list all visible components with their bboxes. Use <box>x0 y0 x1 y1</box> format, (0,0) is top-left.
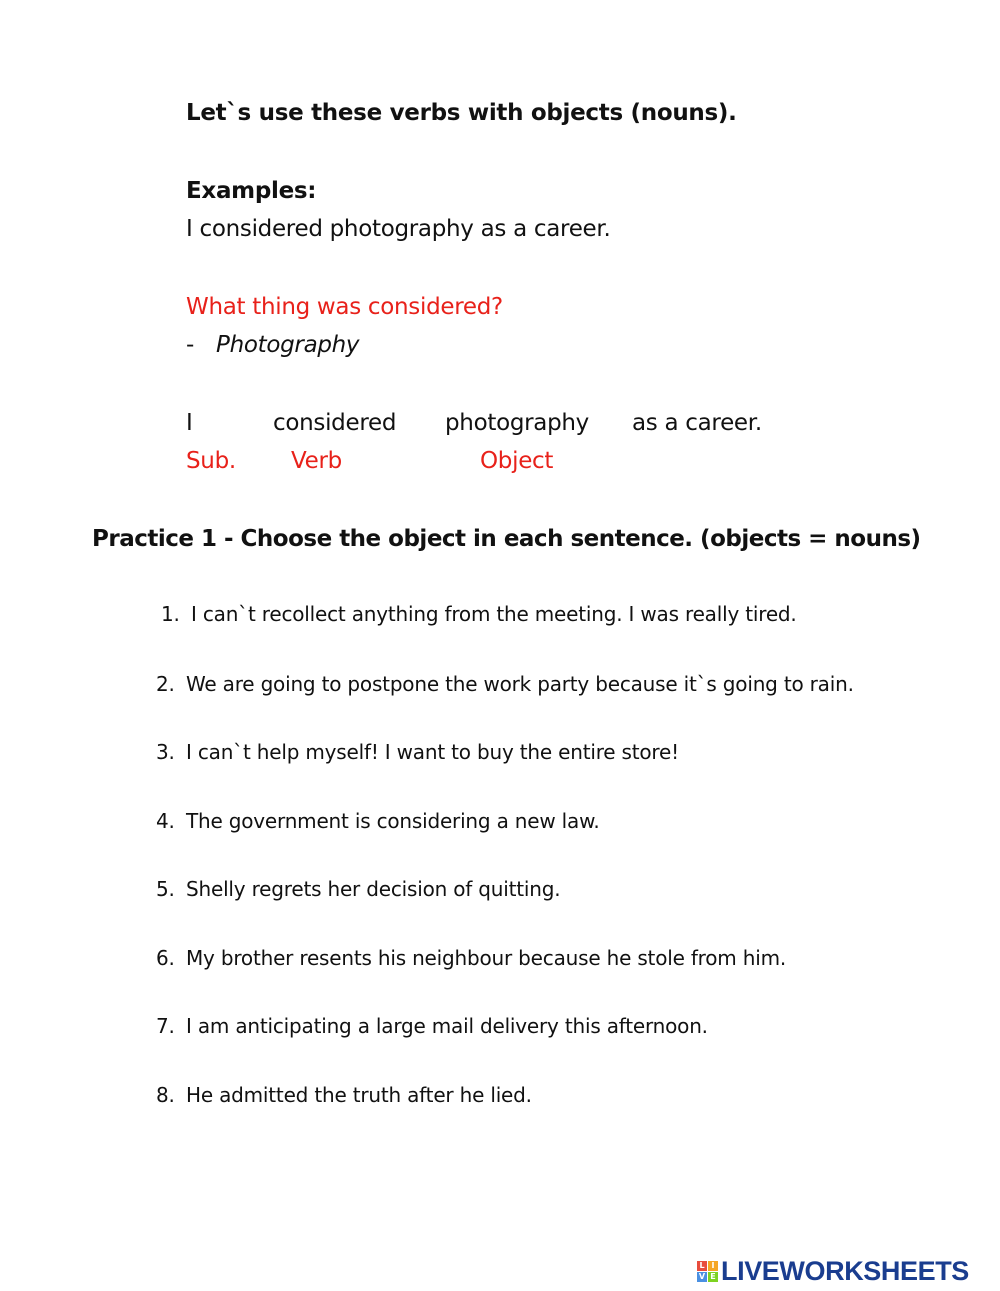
item-number: 4. <box>156 809 175 833</box>
example-sentence: I considered photography as a career. <box>186 216 611 242</box>
logo-letter: I <box>708 1261 718 1271</box>
item-text: He admitted the truth after he lied. <box>186 1083 532 1107</box>
liveworksheets-logo <box>697 1256 969 1286</box>
intro-title: Let`s use these verbs with objects (nouns). <box>186 100 737 126</box>
item-text: We are going to postpone the work party because it`s going to rain. <box>186 672 854 696</box>
item-text: My brother resents his neighbour because he stole from him. <box>186 946 787 970</box>
item-number: 5. <box>156 877 175 901</box>
label-verb: Verb <box>291 448 342 474</box>
item-text: I can`t help myself! I want to buy the entire store! <box>186 740 679 764</box>
item-text: I can`t recollect anything from the meeting. I was really tired. <box>191 602 797 626</box>
logo-text: LIVEWORKSHEETS <box>721 1255 969 1286</box>
item-number: 3. <box>156 740 175 764</box>
breakdown-word-rest: as a career. <box>632 410 762 436</box>
practice-item <box>156 946 786 970</box>
practice-item <box>156 1014 708 1038</box>
examples-label: Examples: <box>186 178 317 204</box>
item-number: 7. <box>156 1014 175 1038</box>
item-number: 8. <box>156 1083 175 1107</box>
logo-letter: V <box>698 1271 706 1281</box>
practice-title: Practice 1 - Choose the object in each sentence. (objects = nouns) <box>92 526 921 552</box>
practice-item <box>156 740 679 764</box>
item-number: 6. <box>156 946 175 970</box>
practice-item <box>156 672 854 696</box>
label-subject: Sub. <box>186 448 236 474</box>
logo-letter: L <box>697 1261 707 1271</box>
breakdown-word-subject: I <box>186 410 193 436</box>
logo-letter: E <box>708 1272 718 1282</box>
item-text: Shelly regrets her decision of quitting. <box>186 877 561 901</box>
practice-item <box>156 809 600 833</box>
practice-item <box>156 1083 532 1107</box>
item-number: 1. <box>161 602 180 626</box>
item-text: The government is considering a new law. <box>186 809 600 833</box>
breakdown-word-verb: considered <box>273 410 397 436</box>
practice-item <box>161 602 797 626</box>
answer-dash: - <box>186 332 194 358</box>
item-number: 2. <box>156 672 175 696</box>
label-object: Object <box>480 448 554 474</box>
practice-item <box>156 877 560 901</box>
logo-icon <box>697 1261 718 1282</box>
example-answer: Photography <box>216 332 360 358</box>
example-question: What thing was considered? <box>186 294 503 320</box>
breakdown-word-object: photography <box>445 410 589 436</box>
item-text: I am anticipating a large mail delivery this afternoon. <box>186 1014 708 1038</box>
